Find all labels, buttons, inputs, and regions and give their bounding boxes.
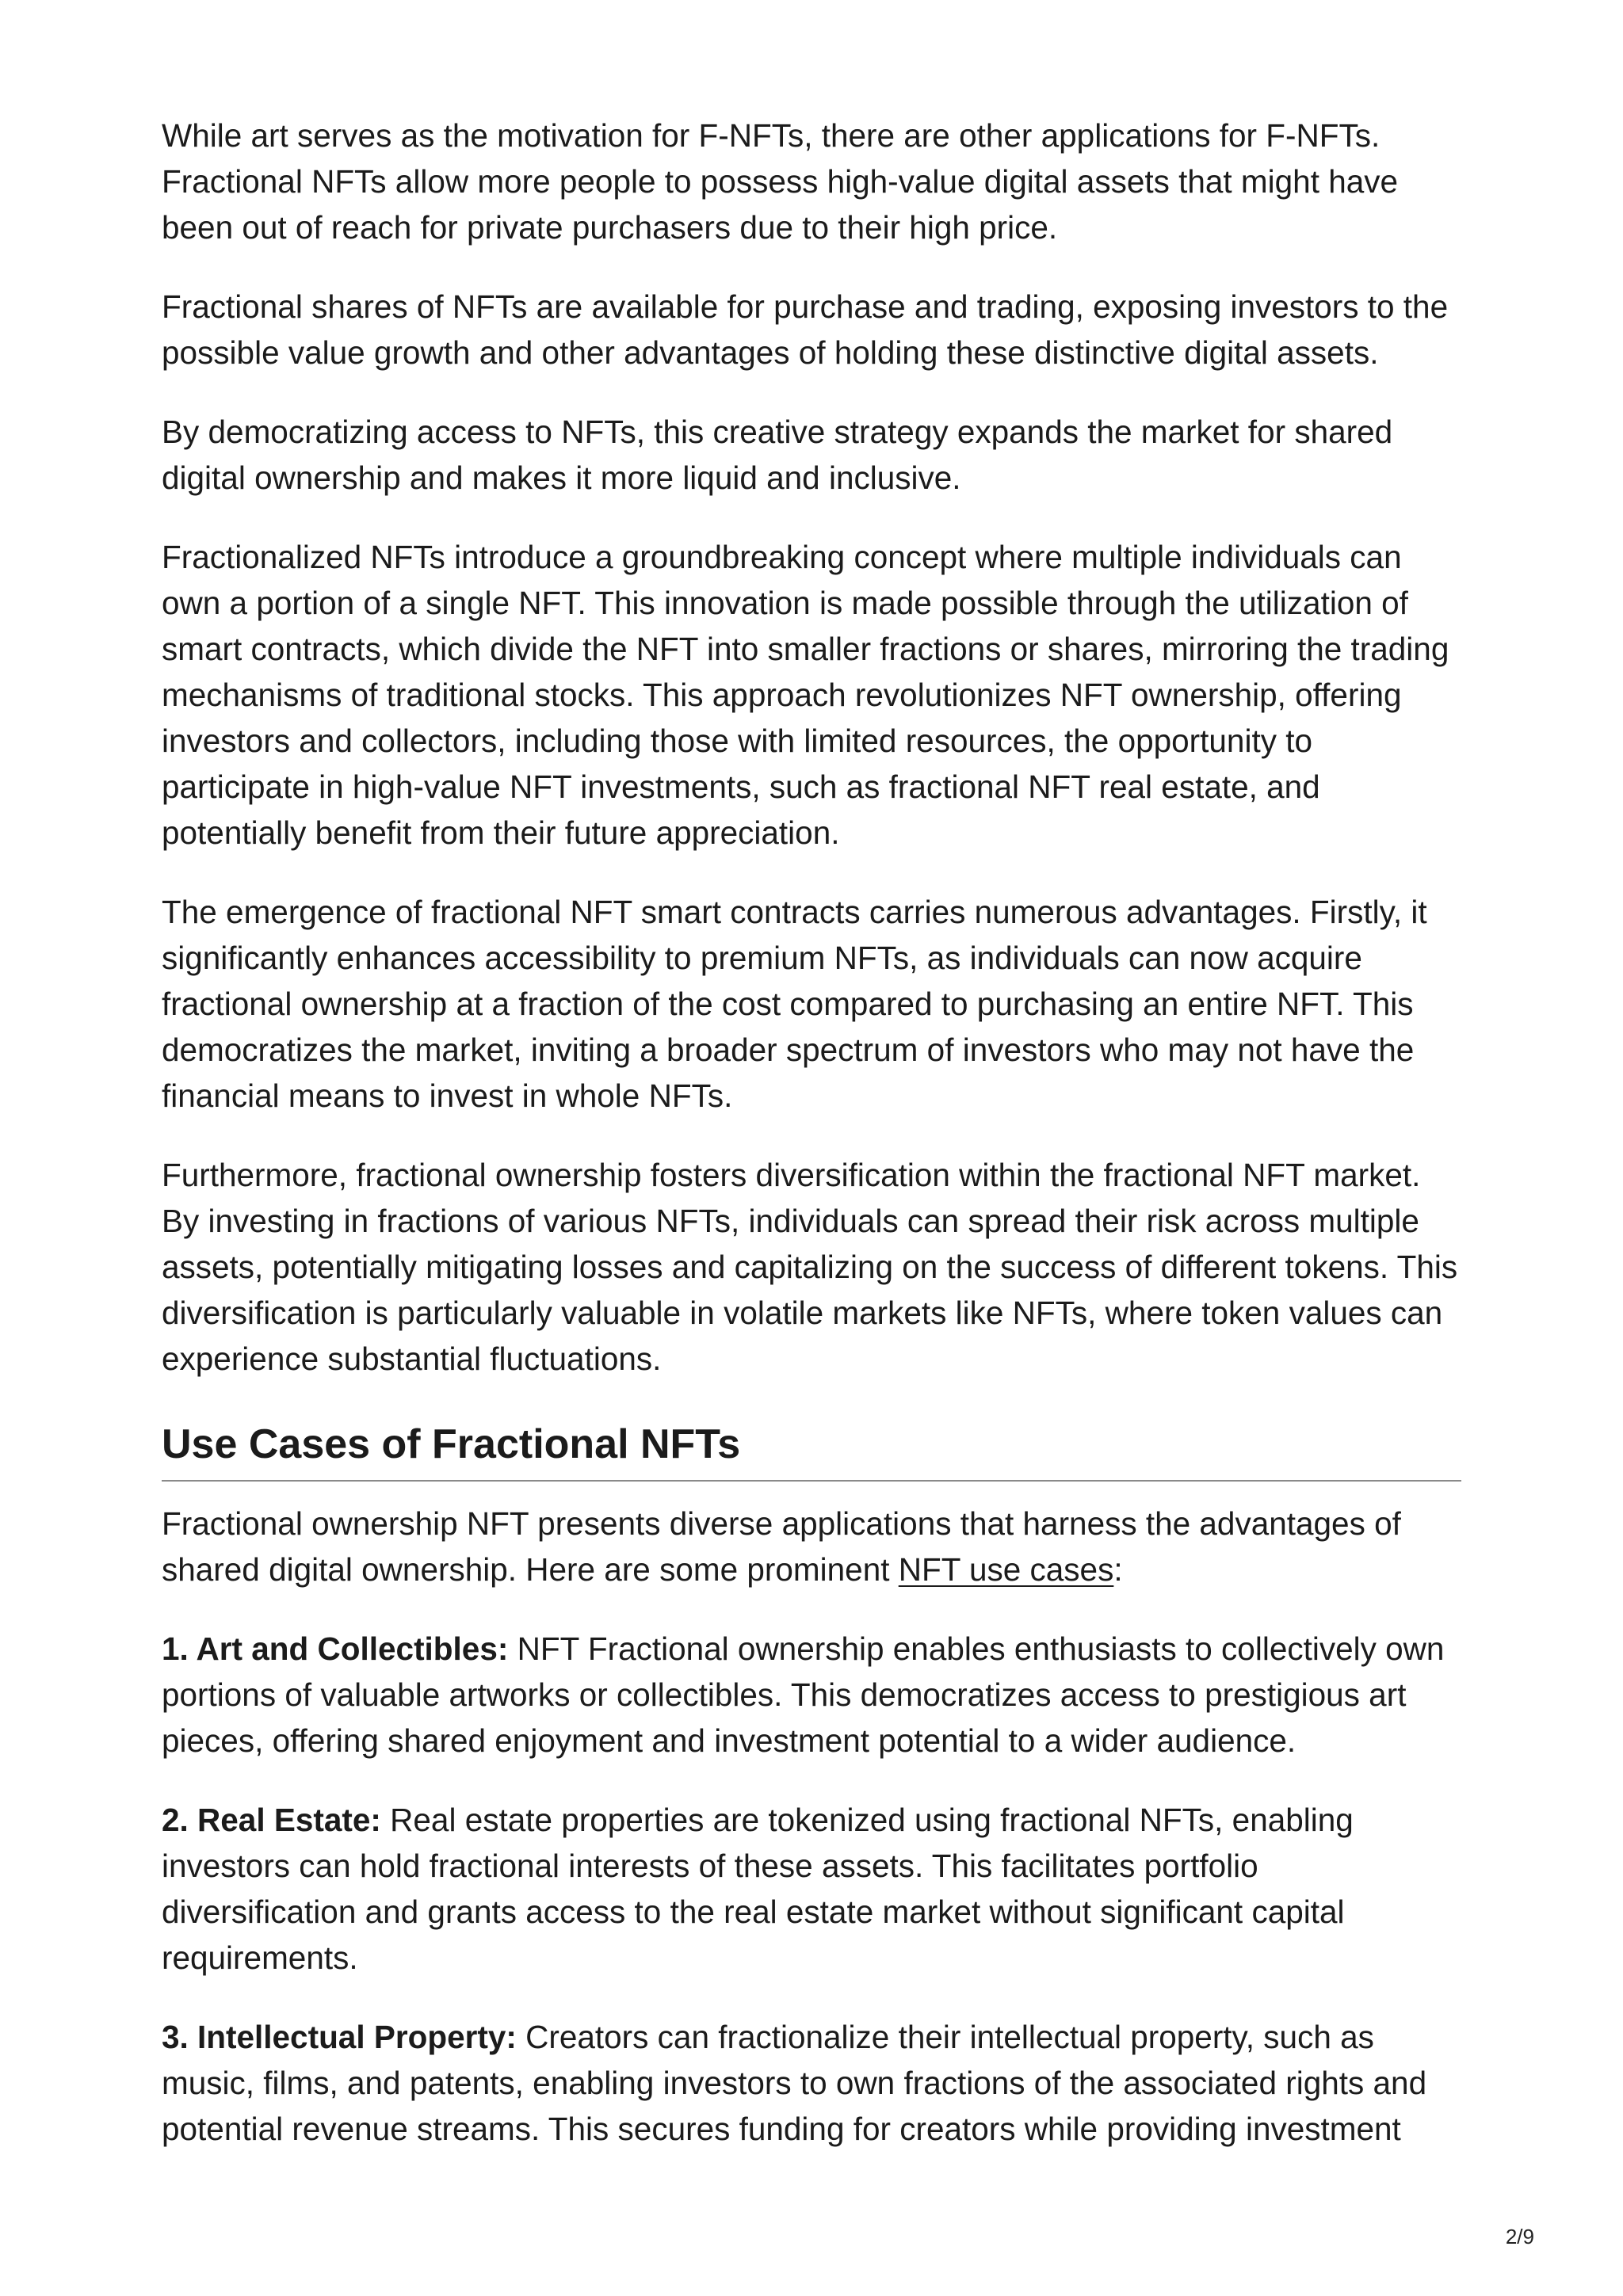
use-case-item — [162, 1626, 1461, 1764]
use-case-title: 2. Real Estate: — [162, 1802, 381, 1838]
section-heading: Use Cases of Fractional NFTs — [162, 1420, 1461, 1482]
use-case-text: NFT Fractional ownership enables enthusiasts to collectively own portions of valuable artworks or collectibles. This democratizes access to prestigious art pieces, offering shared enjoyment and investment potential to a wider audience. — [162, 1630, 1445, 1759]
paragraph-democratizing-access: By democratizing access to NFTs, this creative strategy expands the market for shared digital ownership and makes it more liquid and inclusive. — [162, 414, 1393, 496]
use-case-item — [162, 2014, 1461, 2152]
section-intro-suffix: : — [1113, 1551, 1123, 1588]
page-number: 2/9 — [1505, 2225, 1534, 2248]
nft-use-cases-link[interactable]: NFT use cases — [898, 1551, 1114, 1588]
paragraph-f-nft-applications: While art serves as the motivation for F-NFTs, there are other applications for F-NFTs. Fractional NFTs allow more people to possess high-value digital assets that might have been out of reach for private purchasers due to their high price. — [162, 117, 1399, 246]
paragraph-smart-contract-advantages: The emergence of fractional NFT smart contracts carries numerous advantages. Firstly, it significantly enhances accessibility to premium NFTs, as individuals can now acquire fractional ownership at a fraction of the cost compared to purchasing an entire NFT. This democratizes the market, inviting a broader spectrum of investors who may not have the financial means to invest in whole NFTs. — [162, 894, 1427, 1114]
use-case-text: Creators can fractionalize their intellectual property, such as music, films, and patents, enabling investors to own fractions of the associated rights and potential revenue streams. This secures funding for creators while providing investment — [162, 2019, 1427, 2147]
use-case-title: 1. Art and Collectibles: — [162, 1630, 509, 1667]
paragraph-diversification: Furthermore, fractional ownership fosters diversification within the fractional NFT market. By investing in fractions of various NFTs, individuals can spread their risk across multiple assets, potentially mitigating losses and capitalizing on the success of different tokens. This diversification is particularly valuable in volatile markets like NFTs, where token values can experience substantial fluctuations. — [162, 1157, 1458, 1377]
section-intro — [162, 1501, 1461, 1592]
paragraph-fractionalized-nfts: Fractionalized NFTs introduce a groundbreaking concept where multiple individuals can own a portion of a single NFT. This innovation is made possible through the utilization of smart contracts, which divide the NFT into smaller fractions or shares, mirroring the trading mechanisms of traditional stocks. This approach revolutionizes NFT ownership, offering investors and collectors, including those with limited resources, the opportunity to participate in high-value NFT investments, such as fractional NFT real estate, and potentially benefit from their future appreciation. — [162, 539, 1449, 851]
document-page — [162, 113, 1461, 2185]
section-intro-text: Fractional ownership NFT presents diverse applications that harness the advantages of shared digital ownership. Here are some prominent — [162, 1505, 1401, 1588]
use-case-item — [162, 1797, 1461, 1981]
use-case-title: 3. Intellectual Property: — [162, 2019, 517, 2055]
use-case-text: Real estate properties are tokenized using fractional NFTs, enabling investors can hold fractional interests of these assets. This facilitates portfolio diversification and grants access to the real estate market without significant capital requirements. — [162, 1802, 1354, 1976]
paragraph-fractional-shares: Fractional shares of NFTs are available for purchase and trading, exposing investors to the possible value growth and other advantages of holding these distinctive digital assets. — [162, 288, 1449, 371]
